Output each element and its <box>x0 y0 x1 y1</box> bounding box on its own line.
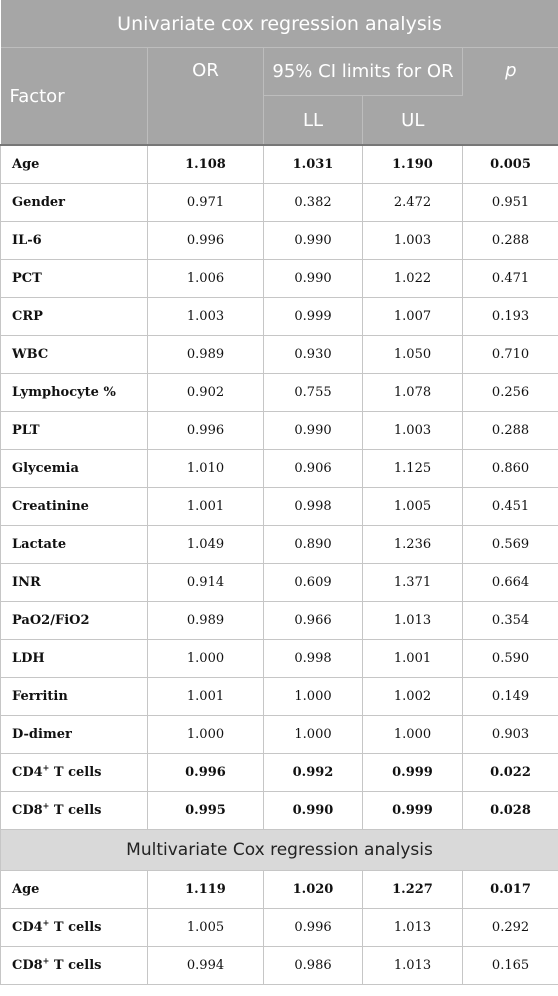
table-row <box>1 564 558 602</box>
table-row <box>1 678 558 716</box>
p-cell: 0.022 <box>463 754 558 792</box>
or-cell: 0.971 <box>148 184 264 222</box>
ll-cell: 1.031 <box>264 145 363 184</box>
ll-cell: 0.986 <box>264 947 363 985</box>
table-row <box>1 184 558 222</box>
univariate-rows <box>1 145 558 830</box>
ul-cell: 1.007 <box>363 298 463 336</box>
header-or: OR <box>148 48 264 146</box>
p-cell: 0.292 <box>463 909 558 947</box>
p-cell: 0.710 <box>463 336 558 374</box>
or-cell: 0.989 <box>148 602 264 640</box>
or-cell: 0.996 <box>148 754 264 792</box>
factor-cell: PCT <box>1 260 148 298</box>
p-cell: 0.471 <box>463 260 558 298</box>
factor-label: CD8 <box>12 958 43 973</box>
factor-label: CD4 <box>12 765 43 780</box>
ul-cell: 1.005 <box>363 488 463 526</box>
ul-cell: 1.022 <box>363 260 463 298</box>
header-ll: LL <box>264 96 363 146</box>
factor-label: CD8 <box>12 803 43 818</box>
or-cell: 0.989 <box>148 336 264 374</box>
or-cell: 0.994 <box>148 947 264 985</box>
table-row <box>1 947 558 985</box>
or-cell: 0.902 <box>148 374 264 412</box>
ll-cell: 0.992 <box>264 754 363 792</box>
table-row <box>1 640 558 678</box>
header-factor: Factor <box>1 48 148 146</box>
ul-cell: 1.002 <box>363 678 463 716</box>
table-row <box>1 260 558 298</box>
p-cell: 0.951 <box>463 184 558 222</box>
ul-cell: 1.013 <box>363 909 463 947</box>
ul-cell: 0.999 <box>363 754 463 792</box>
table-row <box>1 145 558 184</box>
or-cell: 1.000 <box>148 716 264 754</box>
ll-cell: 0.382 <box>264 184 363 222</box>
factor-label-suffix: T cells <box>49 958 102 973</box>
or-cell: 1.005 <box>148 909 264 947</box>
factor-label-suffix: T cells <box>49 803 102 818</box>
factor-cell: PaO2/FiO2 <box>1 602 148 640</box>
p-cell: 0.193 <box>463 298 558 336</box>
p-cell: 0.288 <box>463 412 558 450</box>
ul-cell: 1.013 <box>363 602 463 640</box>
table-row <box>1 716 558 754</box>
or-cell: 0.996 <box>148 412 264 450</box>
ll-cell: 0.906 <box>264 450 363 488</box>
ul-cell: 1.190 <box>363 145 463 184</box>
factor-cell: D-dimer <box>1 716 148 754</box>
or-cell: 1.010 <box>148 450 264 488</box>
ll-cell: 1.000 <box>264 716 363 754</box>
table-row <box>1 488 558 526</box>
ll-cell: 0.999 <box>264 298 363 336</box>
ul-cell: 1.000 <box>363 716 463 754</box>
or-cell: 1.001 <box>148 678 264 716</box>
ll-cell: 0.998 <box>264 488 363 526</box>
p-cell: 0.005 <box>463 145 558 184</box>
p-cell: 0.590 <box>463 640 558 678</box>
table-row <box>1 298 558 336</box>
factor-superscript: + <box>42 800 50 811</box>
header-ci: 95% CI limits for OR <box>264 48 463 96</box>
ll-cell: 0.609 <box>264 564 363 602</box>
factor-cell <box>1 754 148 792</box>
or-cell: 0.996 <box>148 222 264 260</box>
ll-cell: 0.966 <box>264 602 363 640</box>
factor-label: CD4 <box>12 920 43 935</box>
factor-cell: PLT <box>1 412 148 450</box>
ul-cell: 1.013 <box>363 947 463 985</box>
ul-cell: 1.001 <box>363 640 463 678</box>
ll-cell: 0.990 <box>264 260 363 298</box>
ul-cell: 1.003 <box>363 222 463 260</box>
factor-cell: Lactate <box>1 526 148 564</box>
ul-cell: 2.472 <box>363 184 463 222</box>
factor-cell: IL-6 <box>1 222 148 260</box>
or-cell: 1.001 <box>148 488 264 526</box>
factor-cell: INR <box>1 564 148 602</box>
ll-cell: 0.990 <box>264 412 363 450</box>
or-cell: 1.049 <box>148 526 264 564</box>
table-row <box>1 374 558 412</box>
factor-cell <box>1 947 148 985</box>
factor-cell: Gender <box>1 184 148 222</box>
p-cell: 0.860 <box>463 450 558 488</box>
multivariate-section <box>1 830 558 985</box>
table-row <box>1 909 558 947</box>
or-cell: 1.119 <box>148 871 264 909</box>
p-cell: 0.903 <box>463 716 558 754</box>
p-cell: 0.451 <box>463 488 558 526</box>
factor-cell <box>1 909 148 947</box>
ll-cell: 0.996 <box>264 909 363 947</box>
table-row <box>1 336 558 374</box>
or-cell: 1.108 <box>148 145 264 184</box>
ll-cell: 0.930 <box>264 336 363 374</box>
p-cell: 0.256 <box>463 374 558 412</box>
ll-cell: 0.755 <box>264 374 363 412</box>
ul-cell: 1.078 <box>363 374 463 412</box>
table-row <box>1 450 558 488</box>
p-cell: 0.017 <box>463 871 558 909</box>
factor-superscript: + <box>42 762 50 773</box>
factor-cell: Age <box>1 871 148 909</box>
or-cell: 1.000 <box>148 640 264 678</box>
factor-label-suffix: T cells <box>49 765 102 780</box>
ll-cell: 0.990 <box>264 222 363 260</box>
ll-cell: 0.890 <box>264 526 363 564</box>
p-cell: 0.664 <box>463 564 558 602</box>
or-cell: 0.914 <box>148 564 264 602</box>
ul-cell: 1.003 <box>363 412 463 450</box>
multivariate-title: Multivariate Cox regression analysis <box>1 830 558 871</box>
factor-cell: Age <box>1 145 148 184</box>
ul-cell: 0.999 <box>363 792 463 830</box>
or-cell: 0.995 <box>148 792 264 830</box>
factor-superscript: + <box>42 955 50 966</box>
ll-cell: 1.020 <box>264 871 363 909</box>
ul-cell: 1.371 <box>363 564 463 602</box>
table-row <box>1 412 558 450</box>
header-p: p <box>463 48 558 146</box>
ll-cell: 0.990 <box>264 792 363 830</box>
p-cell: 0.354 <box>463 602 558 640</box>
ul-cell: 1.227 <box>363 871 463 909</box>
or-cell: 1.006 <box>148 260 264 298</box>
or-cell: 1.003 <box>148 298 264 336</box>
factor-cell: WBC <box>1 336 148 374</box>
p-cell: 0.288 <box>463 222 558 260</box>
factor-cell: Ferritin <box>1 678 148 716</box>
ll-cell: 1.000 <box>264 678 363 716</box>
factor-label-suffix: T cells <box>49 920 102 935</box>
factor-cell: Creatinine <box>1 488 148 526</box>
factor-cell: Lymphocyte % <box>1 374 148 412</box>
factor-cell: Glycemia <box>1 450 148 488</box>
p-cell: 0.028 <box>463 792 558 830</box>
univariate-title: Univariate cox regression analysis <box>1 0 558 48</box>
ul-cell: 1.236 <box>363 526 463 564</box>
p-cell: 0.165 <box>463 947 558 985</box>
table-row <box>1 222 558 260</box>
factor-cell: LDH <box>1 640 148 678</box>
factor-cell <box>1 792 148 830</box>
ul-cell: 1.125 <box>363 450 463 488</box>
factor-superscript: + <box>42 917 50 928</box>
ll-cell: 0.998 <box>264 640 363 678</box>
table-row <box>1 526 558 564</box>
table-row <box>1 754 558 792</box>
table-row <box>1 871 558 909</box>
factor-cell: CRP <box>1 298 148 336</box>
table-row <box>1 792 558 830</box>
p-cell: 0.149 <box>463 678 558 716</box>
p-cell: 0.569 <box>463 526 558 564</box>
header-ul: UL <box>363 96 463 146</box>
table-row <box>1 602 558 640</box>
ul-cell: 1.050 <box>363 336 463 374</box>
